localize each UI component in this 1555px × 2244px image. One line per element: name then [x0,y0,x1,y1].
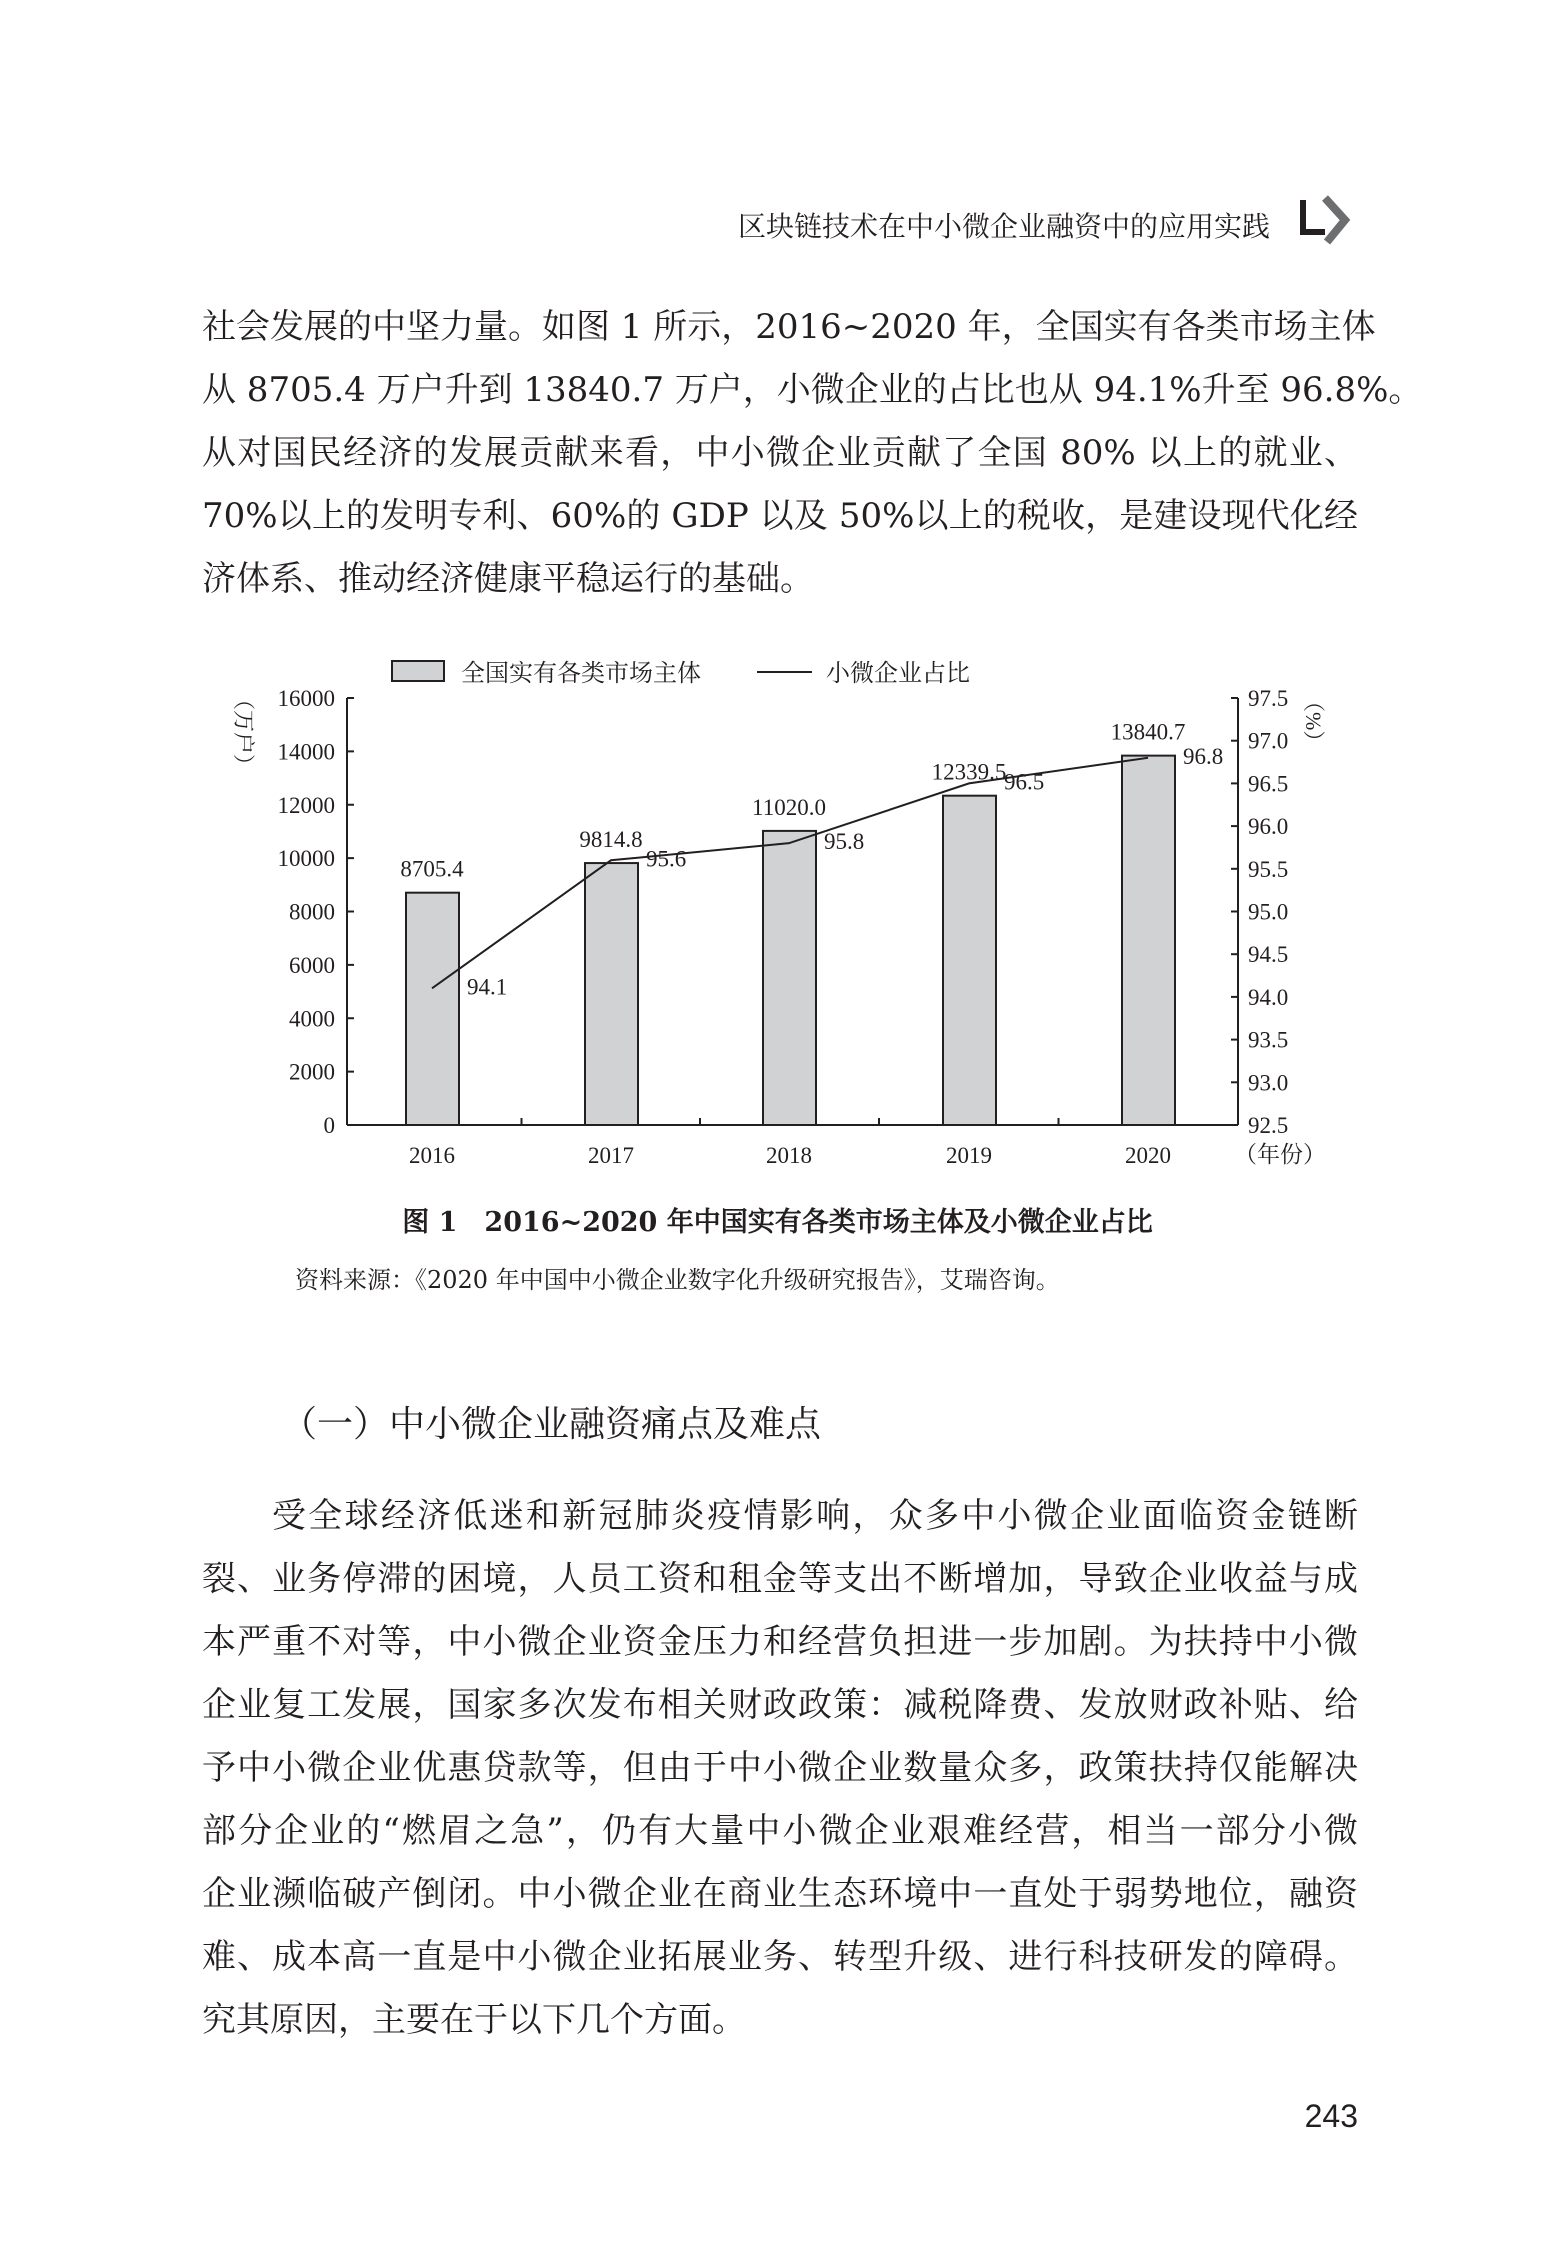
y-tick-label-right: 94.5 [1248,942,1289,968]
y-tick-label-right: 97.5 [1248,686,1289,711]
text-line: 社会发展的中坚力量。如图 1 所示，2016~2020 年，全国实有各类市场主体 [202,307,1376,347]
text-line: 部分企业的“燃眉之急”，仍有大量中小微企业艰难经营，相当一部分小微 [202,1811,1358,1851]
bar [943,796,996,1125]
bar-value-label: 12339.5 [931,759,1007,785]
x-axis-label: （年份） [1234,1142,1326,1167]
text-line: 从 8705.4 万户升到 13840.7 万户，小微企业的占比也从 94.1%升至 96.8%。 [202,370,1423,410]
x-tick-label: 2020 [1125,1143,1171,1168]
y-tick-label-right: 93.5 [1248,1027,1289,1053]
line-value-label: 96.5 [1004,769,1045,795]
y-tick-label-right: 95.5 [1248,856,1289,882]
y-tick-label-left: 0 [323,1113,335,1138]
y-tick-label-right: 93.0 [1248,1070,1289,1096]
bar-value-label: 9814.8 [579,827,643,853]
y-axis-label-right: （%） [1301,690,1326,753]
text-line: 济体系、推动经济健康平稳运行的基础。 [202,559,814,599]
body-paragraph-2 [202,1485,1358,2052]
line-value-label: 96.8 [1183,743,1224,769]
y-tick-label-left: 4000 [289,1006,335,1032]
text-line: 70%以上的发明专利、60%的 GDP 以及 50%以上的税收，是建设现代化经 [202,496,1358,536]
x-tick-label: 2018 [766,1143,812,1168]
legend-bar-swatch [392,661,444,681]
text-line: 企业濒临破产倒闭。中小微企业在商业生态环境中一直处于弱势地位，融资 [202,1874,1358,1914]
y-tick-label-right: 94.0 [1248,984,1289,1010]
y-tick-label-right: 96.0 [1248,814,1289,840]
text-line: 本严重不对等，中小微企业资金压力和经营负担进一步加剧。为扶持中小微 [202,1622,1358,1662]
line-value-label: 94.1 [467,974,508,1000]
line-value-label: 95.8 [824,829,865,855]
y-tick-label-left: 6000 [289,952,335,978]
legend-bar-label: 全国实有各类市场主体 [461,661,701,687]
bar-value-label: 8705.4 [400,856,464,882]
bar [763,831,816,1125]
y-tick-label-left: 8000 [289,899,335,925]
page-number: 243 [1304,2098,1358,2134]
bar-value-label: 13840.7 [1110,719,1186,745]
bar-value-label: 11020.0 [752,794,826,820]
line-value-label: 95.6 [646,846,687,872]
bar [1122,756,1175,1125]
text-line: 难、成本高一直是中小微企业拓展业务、转型升级、进行科技研发的障碍。 [202,1937,1358,1977]
y-tick-label-right: 96.5 [1248,771,1289,797]
figure-source: 资料来源：《2020 年中国中小微企业数字化升级研究报告》，艾瑞咨询。 [295,1266,1060,1294]
y-tick-label-right: 97.0 [1248,728,1289,754]
text-line: 企业复工发展，国家多次发布相关财政政策：减税降费、发放财政补贴、给 [202,1685,1358,1725]
y-tick-label-right: 95.0 [1248,899,1289,925]
section-title: （一）中小微企业融资痛点及难点 [281,1404,822,1445]
text-line: 究其原因，主要在于以下几个方面。 [202,2000,746,2040]
y-tick-label-left: 14000 [277,739,335,765]
x-tick-label: 2016 [409,1143,455,1168]
y-tick-label-left: 2000 [289,1059,335,1085]
text-line: 裂、业务停滞的困境，人员工资和租金等支出不断增加，导致企业收益与成 [202,1559,1358,1599]
bar [585,863,638,1125]
running-header: 区块链技术在中小微企业融资中的应用实践 [737,210,1270,243]
text-line: 予中小微企业优惠贷款等，但由于中小微企业数量众多，政策扶持仅能解决 [202,1748,1358,1788]
y-tick-label-left: 16000 [277,686,335,711]
bar [406,893,459,1125]
legend-line-label: 小微企业占比 [826,661,970,687]
figure-caption: 图 1 2016~2020 年中国实有各类市场主体及小微企业占比 [402,1207,1153,1238]
y-axis-label-left: （万户） [231,688,256,777]
x-tick-label: 2017 [588,1143,634,1168]
x-tick-label: 2019 [946,1143,992,1168]
y-tick-label-left: 10000 [277,846,335,872]
y-tick-label-left: 12000 [277,792,335,818]
y-tick-label-right: 92.5 [1248,1113,1289,1138]
text-line: 受全球经济低迷和新冠肺炎疫情影响，众多中小微企业面临资金链断 [272,1496,1358,1536]
text-line: 从对国民经济的发展贡献来看，中小微企业贡献了全国 80% 以上的就业、 [202,433,1358,473]
